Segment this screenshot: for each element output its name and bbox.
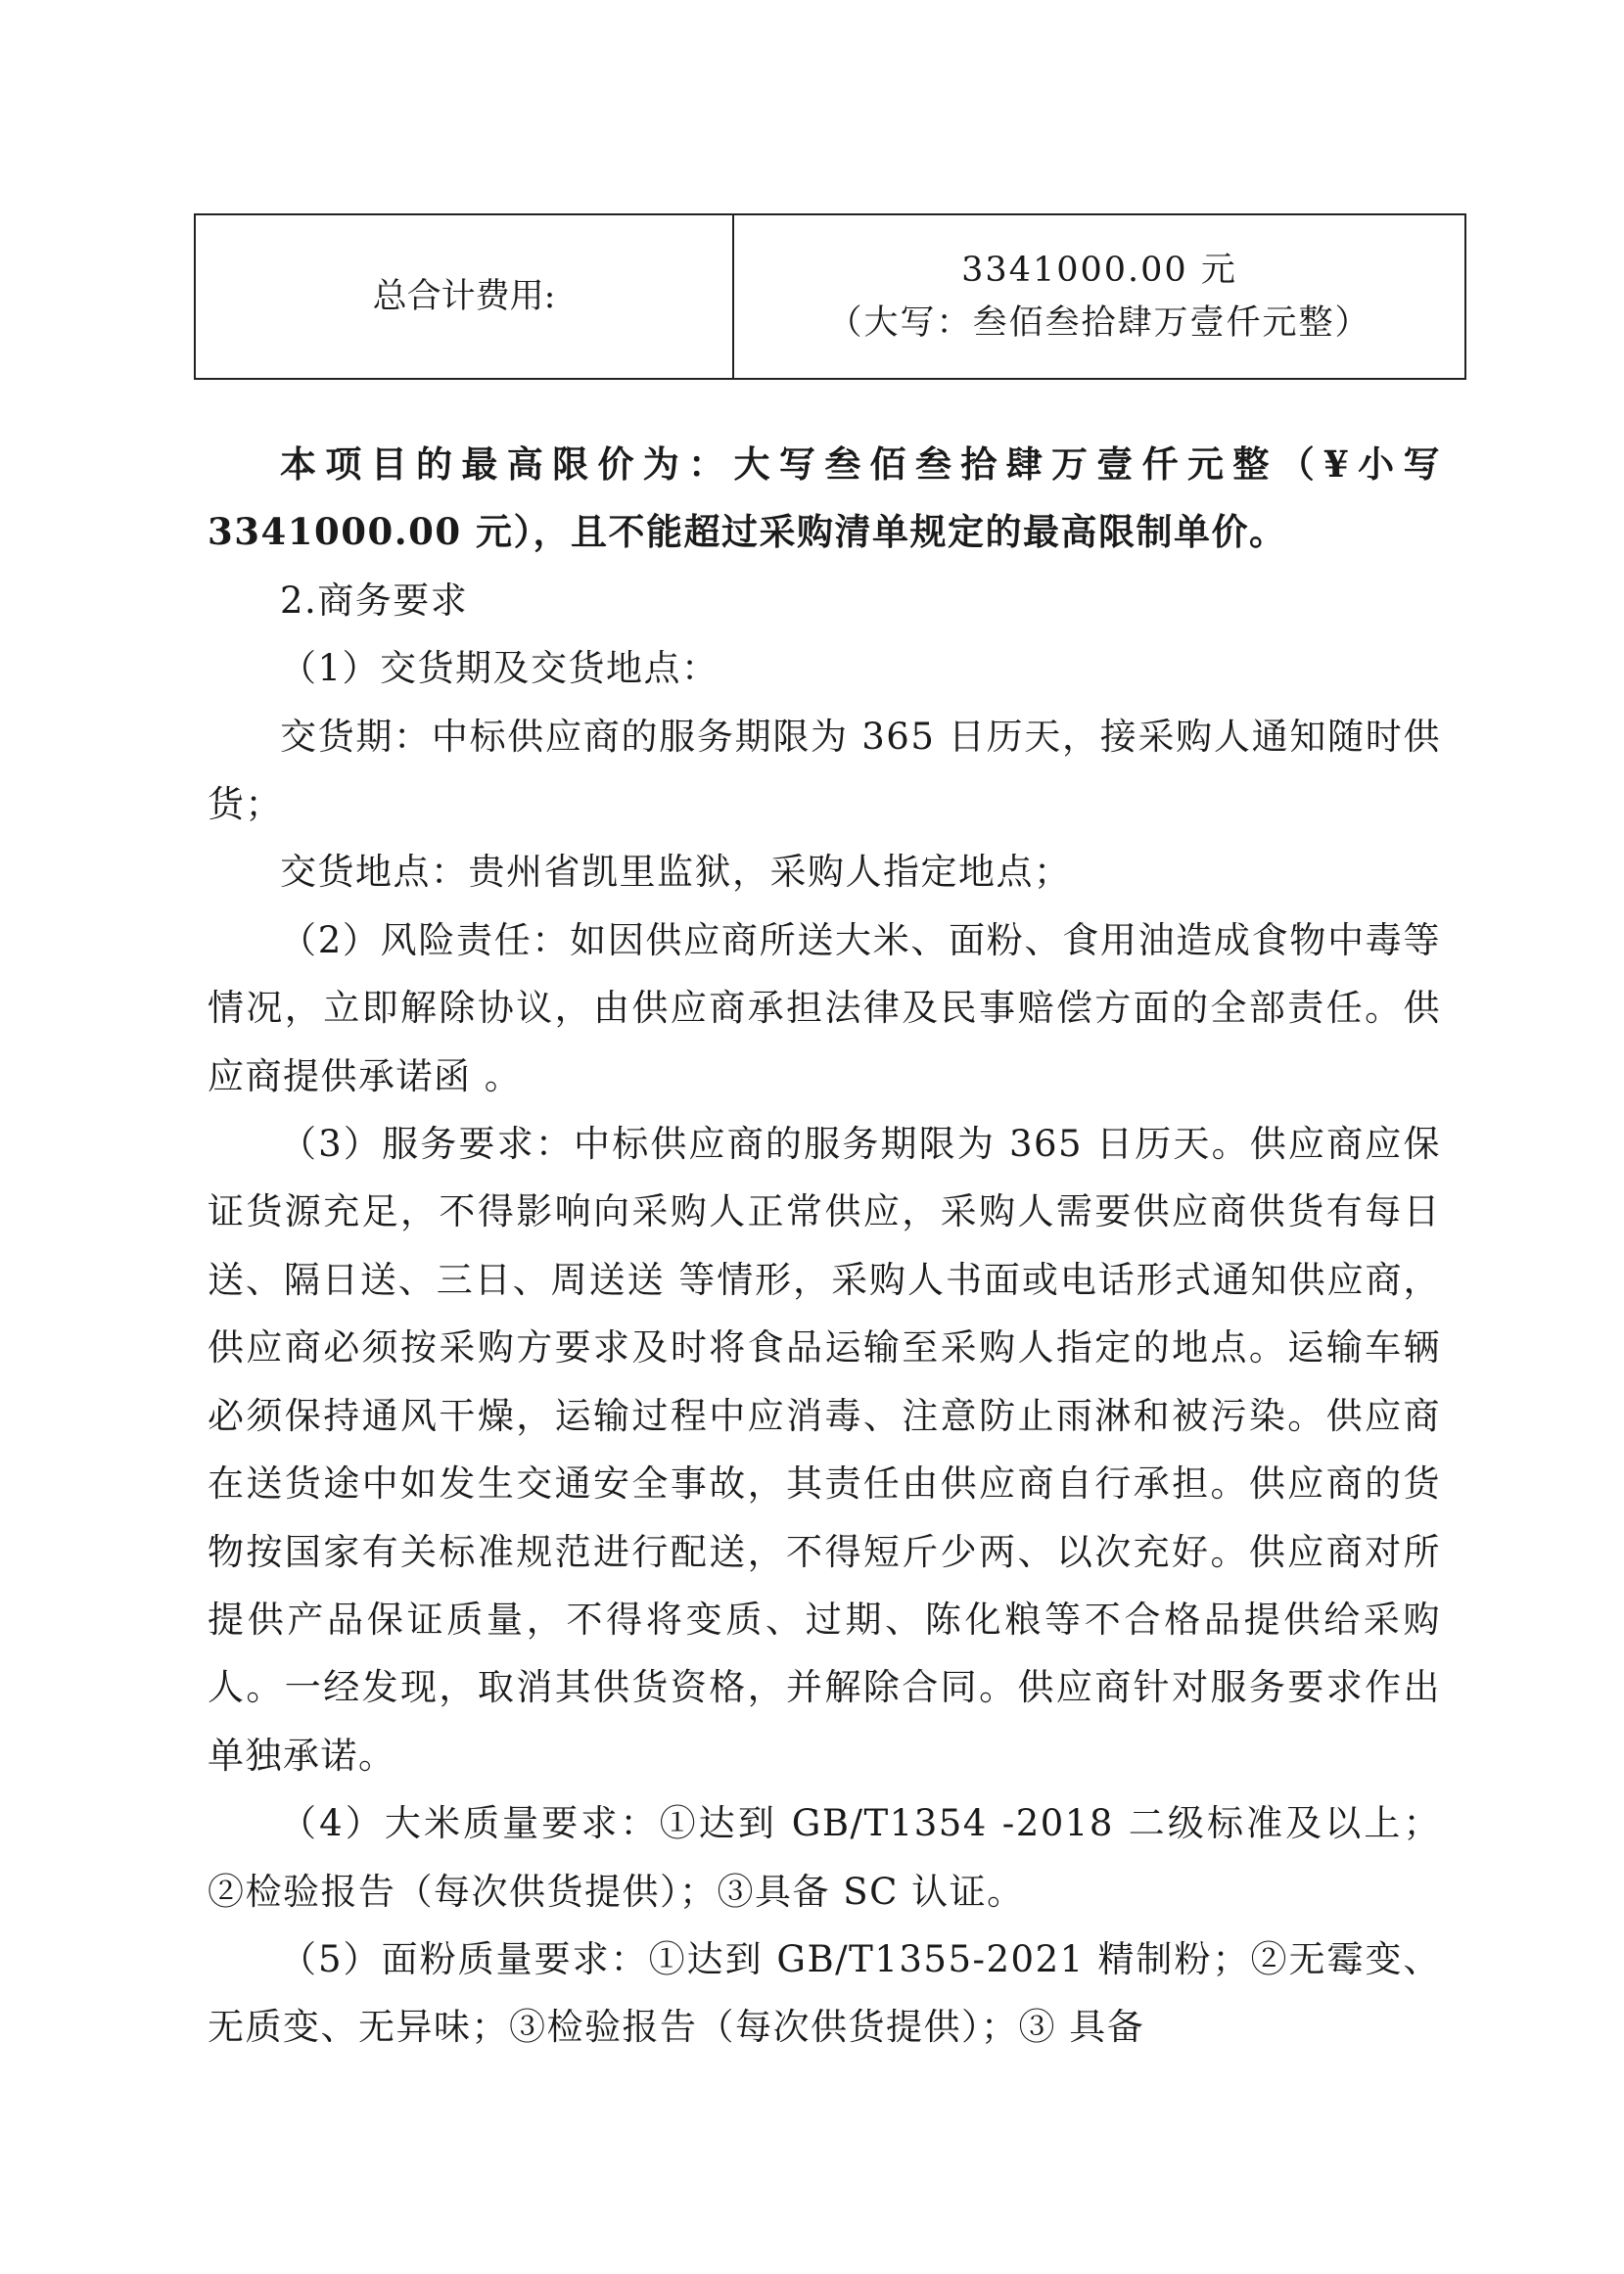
item-1-heading: （1）交货期及交货地点： bbox=[280, 647, 719, 690]
cost-table bbox=[194, 213, 1466, 380]
item-5-flour: （5）面粉质量要求：①达到 GB/T1355-2021 精制粉；②无霉变、无质变、无异味；③检验报告（每次供货提供）；③ 具备 bbox=[208, 1937, 1441, 2049]
total-amount: 3341000.00 元 bbox=[961, 251, 1237, 290]
delivery-period: 交货期：中标供应商的服务期限为 365 日历天，接采购人通知随时供货； bbox=[208, 715, 1441, 826]
body-text bbox=[208, 431, 1441, 2062]
item-4-rice: （4）大米质量要求：①达到 GB/T1354 -2018 二级标准及以上；②检验报告（每次供货提供）；③具备 SC 认证。 bbox=[208, 1802, 1441, 1913]
section-heading: 2.商务要求 bbox=[280, 579, 469, 622]
item-2-risk: （2）风险责任：如因供应商所送大米、面粉、食用油造成食物中毒等情况，立即解除协议，由供应商承担法律及民事赔偿方面的全部责任。供应商提供承诺函 。 bbox=[208, 918, 1441, 1097]
total-amount-in-words: （大写：叁佰叁拾肆万壹仟元整） bbox=[827, 303, 1371, 343]
total-cost-value bbox=[733, 214, 1465, 379]
table-row bbox=[195, 214, 1465, 379]
max-price-notice: 本项目的最高限价为：大写叁佰叁拾肆万壹仟元整（¥小写3341000.00 元），且不能超过采购清单规定的最高限制单价。 bbox=[208, 442, 1441, 554]
delivery-location: 交货地点：贵州省凯里监狱，采购人指定地点； bbox=[280, 851, 1072, 894]
total-cost-label: 总合计费用: bbox=[195, 214, 733, 379]
item-3-service: （3）服务要求：中标供应商的服务期限为 365 日历天。供应商应保证货源充足，不得影响向采购人正常供应，采购人需要供应商供货有每日送、隔日送、三日、周送送 等情形，采购人书面或电话形式通知供应商，供应商必须按采购方要求及时将食品运输至采购人指定的地点。运输车辆必须保持通风干燥，运输过程中应消毒、注意防止雨淋和被污染。供应商在送货途中如发生交通安全事故，其责任由供应商自行承担。供应商的货物按国家有关标准规范进行配送，不得短斤少两、以次充好。供应商对所提供产品保证质量，不得将变质、过期、陈化粮等不合格品提供给采购人。一经发现，取消其供货资格，并解除合同。供应商针对服务要求作出单独承诺。 bbox=[208, 1123, 1441, 1777]
